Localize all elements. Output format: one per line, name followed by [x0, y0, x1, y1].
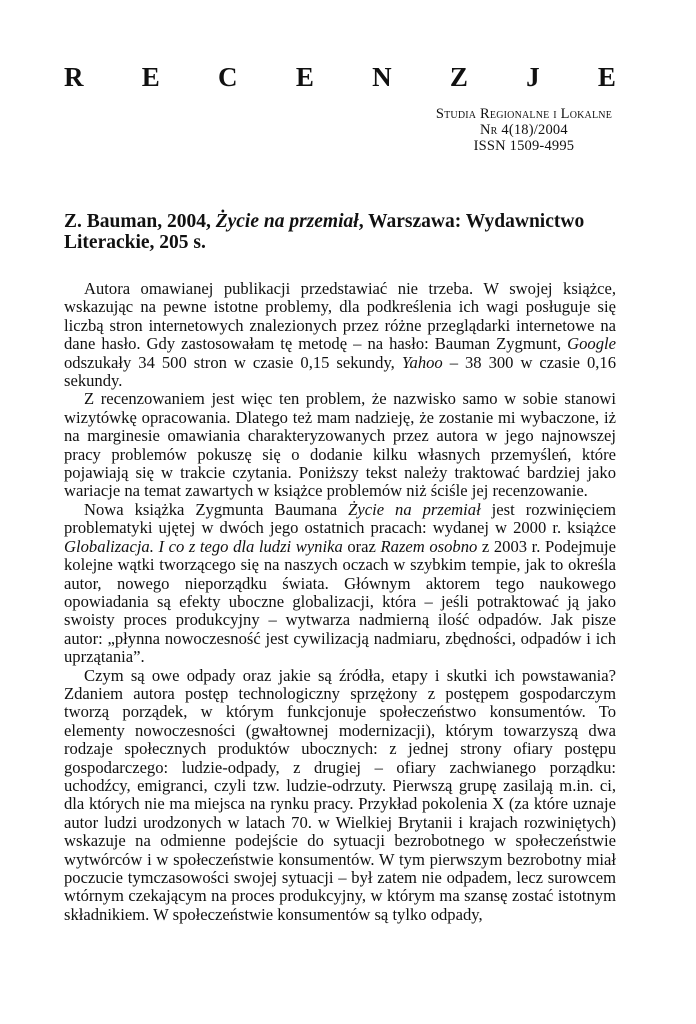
review-book-title: Życie na przemiał: [215, 211, 359, 232]
paragraph: [64, 501, 616, 667]
text-run: odszukały 34 500 stron w czasie 0,15 sekundy,: [64, 352, 402, 372]
italic-run: Życie na przemiał: [348, 499, 481, 519]
review-title: [64, 211, 616, 253]
italic-run: Globalizacja. I co z tego dla ludzi wynika: [64, 536, 343, 556]
journal-issue: Nr 4(18)/2004: [480, 122, 568, 138]
italic-run: Google: [567, 334, 616, 354]
heading-letter: E: [597, 62, 616, 92]
heading-letter: E: [295, 62, 314, 92]
italic-run: Yahoo: [401, 352, 443, 372]
text-run: Nowa książka Zygmunta Baumana: [84, 499, 349, 519]
review-body: [64, 280, 616, 924]
text-run: jest rozwinięciem problematyki ujętej w dwóch jego ostatnich pracach: wydanej w 2000 r. książce: [64, 499, 616, 538]
heading-letter: Z: [449, 62, 468, 92]
text-run: z 2003 r. Podejmuje kolejne wątki tworzącego się na naszych oczach w szybkim tempie, jak to określa autor, nowego nieporządku świata. Głównym aktorem tego naukowego opowiadania są efekty uboczne globalizacji, która – jeśli potraktować ją jako swoisty proces produkcyjny – wytwarza nadmierną ilość odpadów. Jak pisze autor: „płynna nowoczesność jest cywilizacją nadmiaru, zbędności, odpadów i ich uprzątania”.: [64, 536, 616, 667]
italic-run: Razem osobno: [380, 536, 478, 556]
review-publisher: , Warszawa: Wydawnictwo Literackie, 205 s.: [64, 211, 585, 253]
paragraph: [64, 390, 616, 500]
text-run: – 38 300 w czasie 0,16 sekundy.: [64, 352, 616, 391]
heading-letter: N: [372, 62, 392, 92]
paragraph: [64, 280, 616, 390]
text-run: oraz: [342, 536, 381, 556]
heading-letter: J: [526, 62, 540, 92]
journal-info: [436, 106, 612, 154]
heading-letter: C: [218, 62, 238, 92]
text-run: Autora omawianej publikacji przedstawiać nie trzeba. W swojej książce, wskazując na pewne istotne problemy, dla podkreślenia ich wagi posługuje się liczbą stron internetowych znalezionych przez różne przeglądarki internetowe na dane hasło. Gdy zastosowałam tę metodę – na hasło: Bauman Zygmunt,: [64, 279, 616, 354]
heading-letter: R: [64, 62, 84, 92]
section-heading: [64, 62, 616, 92]
text-run: Z recenzowaniem jest więc ten problem, że nazwisko samo w sobie stanowi wizytówkę opracowania. Dlatego też mam nadzieję, że zostanie mi wybaczone, iż na marginesie omawiania charakteryzowanych przez autora w jego najnowszej pracy problemów pokuszę się o dodanie kilku własnych przemyśleń, które pojawiają się w trakcie czytania. Poniższy tekst należy traktować bardziej jako wariacje na temat zawartych w książce problemów niż ściśle jej recenzowanie.: [64, 389, 616, 501]
journal-issn: ISSN 1509-4995: [473, 138, 575, 154]
paragraph: [64, 667, 616, 925]
journal-name: Studia Regionalne i Lokalne: [435, 106, 612, 122]
text-run: Czym są owe odpady oraz jakie są źródła, etapy i skutki ich powstawania? Zdaniem autora postęp technologiczny sprzężony z postępem gospodarczym tworzą porządek, w którym funkcjonuje społeczeństwo konsumentów. To elementy nowoczesności (gwałtownej modernizacji), którym towarzyszą dwa rodzaje społecznych produktów ubocznych: z jednej strony ofiary postępu gospodarczego: ludzie-odpady, z drugiej – ofiary zachwianego porządku: uchodźcy, emigranci, czyli tzw. ludzie-odrzuty. Pierwszą grupę zasilają m.in. ci, dla których nie ma miejsca na rynku pracy. Przykład pokolenia X (za które uznaje autor ludzi urodzonych w latach 70. w Wielkiej Brytanii i krajach rozwiniętych) wskazuje na odmienne podejście do sytuacji bezrobotnego w społeczeństwie wytwórców i w społeczeństwie konsumentów. W tym pierwszym bezrobotny miał poczucie tymczasowości swojej sytuacji – był zatem nie odpadem, lecz surowcem wtórnym czekającym na proces produkcyjny, w którym ma szansę zostać istotnym składnikiem. W społeczeństwie konsumentów są tylko odpady,: [64, 665, 616, 924]
review-author-year: Z. Bauman, 2004,: [64, 211, 216, 232]
heading-letter: E: [141, 62, 160, 92]
